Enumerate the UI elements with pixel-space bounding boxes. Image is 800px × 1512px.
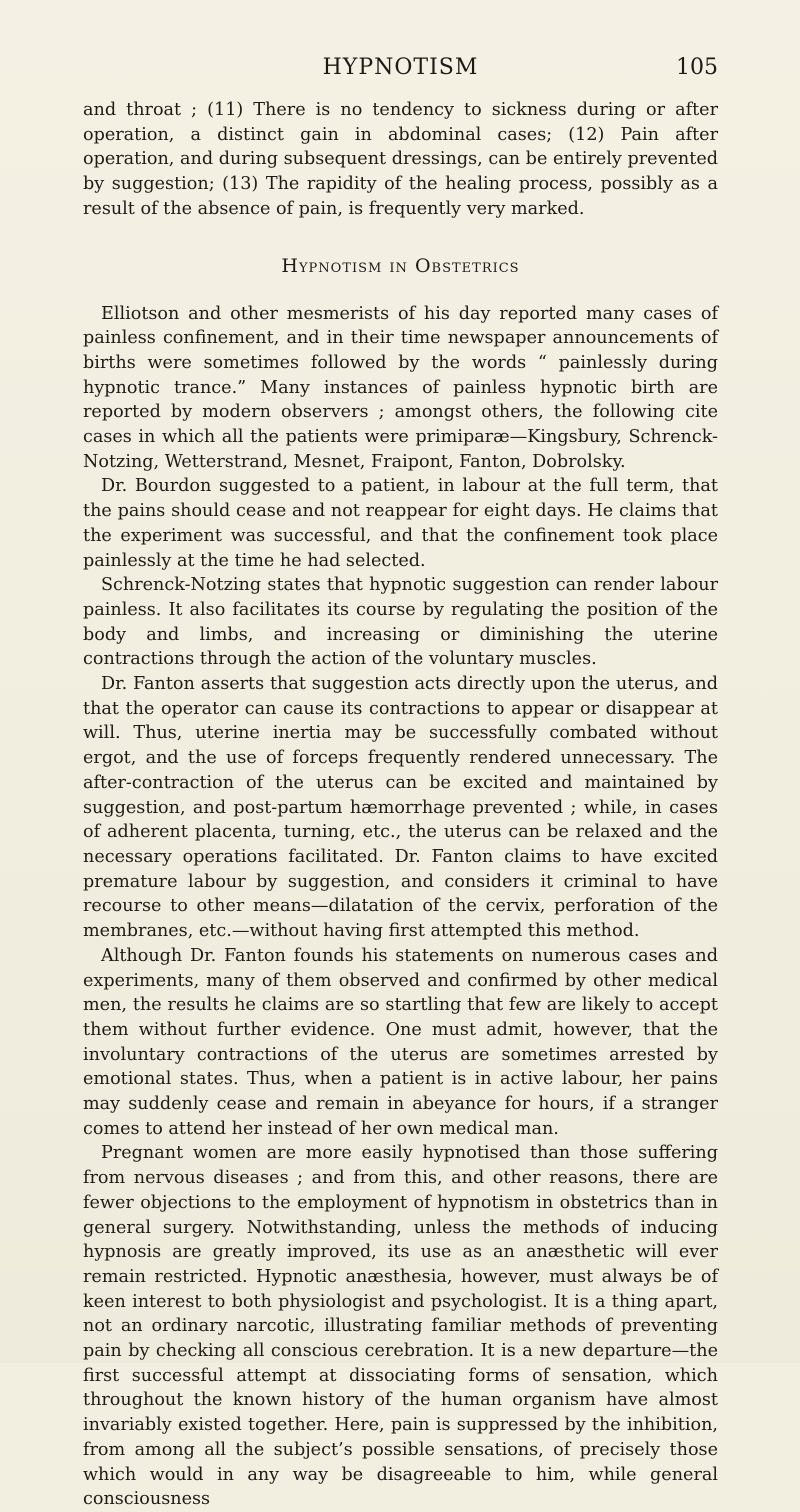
page-number: 105	[676, 55, 718, 80]
paragraph: Dr. Fanton asserts that suggestion acts directly upon the uterus, and that the operator can cause its contractions to appear or disappear at will. Thus, uterine inertia may be successfully combated without ergot, and the use of forceps frequently rendered unnecessary. The after-contraction of the uterus can be excited and maintained by suggestion, and post-partum hæmorrhage prevented ; while, in cases of adherent placenta, turning, etc., the uterus can be relaxed and the necessary operations facilitated. Dr. Fanton claims to have excited premature labour by suggestion, and considers it criminal to have recourse to other means—dilatation of the cervix, perforation of the membranes, etc.—without having first attempted this method.	[83, 674, 718, 942]
paragraph: Elliotson and other mesmerists of his day reported many cases of painless confinement, and in their time newspaper announcements of births were sometimes followed by the words “ painlessly during hypnotic trance.” Many instances of painless hypnotic birth are reported by modern observers ; amongst others, the following cite cases in which all the patients were primiparæ—Kingsbury, Schrenck-Notzing, Wetterstrand, Mesnet, Fraipont, Fanton, Dobrolsky.	[83, 303, 718, 472]
paragraph: and throat ; (11) There is no tendency to sickness during or after operation, a distinct gain in abdominal cases; (12) Pain after operation, and during subsequent dressings, can be entirely prevented by suggestion; (13) The rapidity of the healing process, possibly as a result of the absence of pain, is frequently very marked.	[83, 100, 718, 219]
paragraph: Pregnant women are more easily hypnotised than those suffering from nervous diseases ; and from this, and other reasons, there are fewer objections to the employment of hypnotism in obstetrics than in general surgery. Notwithstanding, unless the methods of inducing hypnosis are greatly improved, its use as an anæsthetic will ever remain restricted. Hypnotic anæsthesia, however, must always be of keen interest to both physiologist and psychologist. It is a thing apart, not an ordinary narcotic, illustrating familiar methods of preventing pain by checking all conscious cerebration. It is a new departure—the first successful attempt at dissociating forms of sensation, which throughout the known history of the human organism have almost invariably existed together. Here, pain is suppressed by the inhibition, from among all the subject’s possible sensations, of precisely those which would in any way be disagreeable to him, while general consciousness	[83, 1143, 718, 1510]
paragraph: Dr. Bourdon suggested to a patient, in labour at the full term, that the pains should cease and not reappear for eight days. He claims that the experiment was successful, and that the confinement took place painlessly at the time he had selected.	[83, 476, 718, 571]
page-header	[83, 56, 718, 90]
running-title: HYPNOTISM	[322, 55, 479, 80]
body-text	[83, 98, 718, 1512]
paragraph: Although Dr. Fanton founds his statements on numerous cases and experiments, many of them observed and confirmed by other medical men, the results he claims are so startling that few are likely to accept them without further evidence. One must admit, however, that the involuntary contractions of the uterus are sometimes arrested by emotional states. Thus, when a patient is in active labour, her pains may suddenly cease and remain in abeyance for hours, if a stranger comes to attend her instead of her own medical man.	[83, 945, 718, 1139]
paragraph: Schrenck-Notzing states that hypnotic suggestion can render labour painless. It also facilitates its course by regulating the position of the body and limbs, and increasing or diminishing the uterine contractions through the action of the voluntary muscles.	[83, 575, 718, 670]
section-heading: Hypnotism in Obstetrics	[281, 254, 520, 277]
